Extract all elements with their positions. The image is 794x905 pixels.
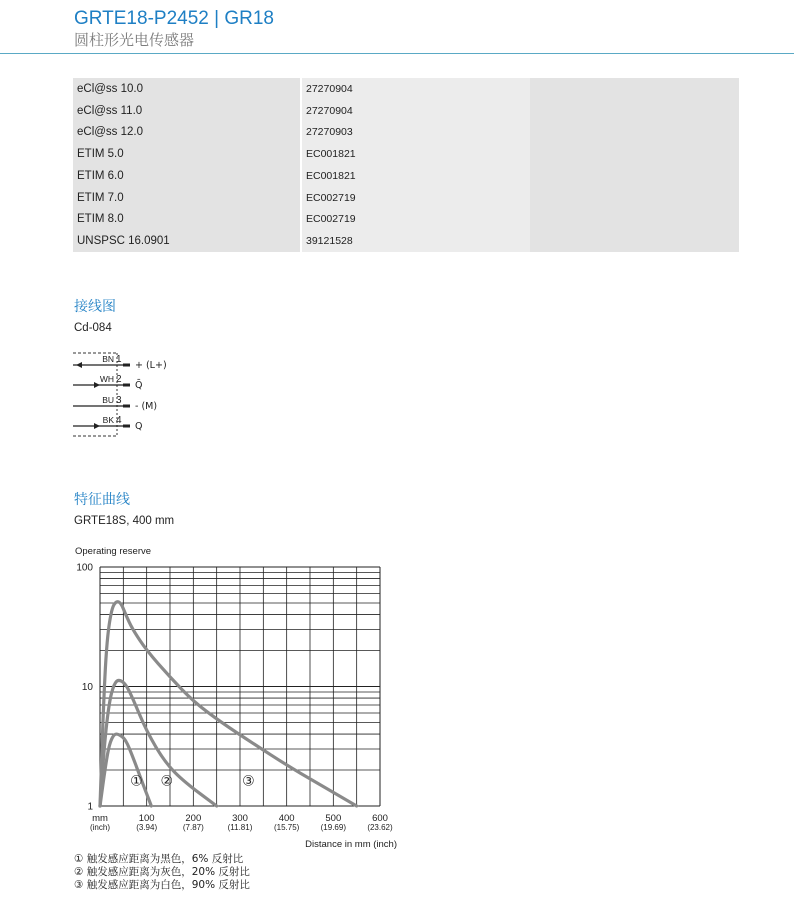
- wiring-title: 接线图: [74, 299, 116, 315]
- x-tick-label: 200: [185, 813, 202, 824]
- legend-item-3: ③ 触发感应距离为白色，90% 反射比: [74, 879, 250, 891]
- characteristic-title: 特征曲线: [74, 492, 130, 508]
- class-blank: [530, 100, 739, 122]
- table-row: [73, 187, 739, 209]
- class-value: 27270904: [301, 100, 530, 122]
- document-header: [74, 8, 274, 50]
- x-tick-label: 100: [138, 813, 155, 824]
- wire-color: BN: [102, 354, 114, 364]
- pin-terminal: [123, 384, 130, 387]
- pin-terminal: [123, 364, 130, 367]
- class-blank: [530, 78, 739, 100]
- class-blank: [530, 230, 739, 252]
- class-blank: [530, 122, 739, 144]
- class-blank: [530, 209, 739, 231]
- table-row: [73, 143, 739, 165]
- class-value: EC001821: [301, 143, 530, 165]
- class-blank: [530, 165, 739, 187]
- table-row: [73, 209, 739, 231]
- series-label: ③: [242, 773, 255, 790]
- table-row: [73, 122, 739, 144]
- x-tick-inch-label: (3.94): [136, 823, 158, 832]
- class-value: EC002719: [301, 187, 530, 209]
- x-tick-label: 300: [232, 813, 248, 824]
- table-row: [73, 165, 739, 187]
- x-tick-inch-label: (inch): [89, 823, 111, 832]
- pin-number: 2: [116, 374, 122, 385]
- class-key: ETIM 8.0: [73, 209, 301, 231]
- characteristic-chart: [60, 540, 420, 852]
- class-key: eCl@ss 11.0: [73, 100, 301, 122]
- y-tick-label: 100: [76, 562, 93, 574]
- wire-color: BU: [102, 395, 114, 405]
- x-tick-inch-label: (11.81): [227, 823, 253, 832]
- wire-arrow-icon: [94, 423, 100, 429]
- page-title: GRTE18-P2452 | GR18: [74, 8, 274, 29]
- pin-label: + (L+): [135, 360, 167, 371]
- wire-color: WH: [99, 374, 114, 384]
- x-tick-inch-label: (15.75): [273, 823, 300, 832]
- class-value: EC002719: [301, 209, 530, 231]
- class-value: 39121528: [301, 230, 530, 252]
- table-row: [73, 100, 739, 122]
- y-tick-label: 1: [87, 801, 93, 813]
- wiring-diagram: [70, 348, 210, 438]
- class-key: ETIM 7.0: [73, 187, 301, 209]
- series-curve-2: [100, 680, 217, 806]
- class-value: 27270904: [301, 78, 530, 100]
- class-key: eCl@ss 10.0: [73, 78, 301, 100]
- class-key: ETIM 6.0: [73, 165, 301, 187]
- series-label: ②: [160, 773, 174, 790]
- x-tick-label: 500: [325, 813, 342, 824]
- pin-label: Q: [135, 421, 143, 432]
- class-key: ETIM 5.0: [73, 143, 301, 165]
- x-tick-inch-label: (7.87): [182, 823, 204, 832]
- legend-item-1: ① 触发感应距离为黑色，6% 反射比: [74, 853, 244, 865]
- wire-arrow-icon: [76, 362, 82, 368]
- class-value: 27270903: [301, 122, 530, 144]
- x-tick-inch-label: (19.69): [320, 823, 347, 832]
- table-row: [73, 78, 739, 100]
- table-row: [73, 230, 739, 252]
- characteristic-subtitle: GRTE18S, 400 mm: [74, 515, 175, 527]
- wire-color: BK: [102, 415, 114, 425]
- x-axis-label: Distance in mm (inch): [305, 839, 397, 850]
- chart-legend: [74, 853, 250, 892]
- series-label: ①: [130, 773, 143, 790]
- x-tick-label: mm: [92, 813, 108, 824]
- pin-number: 4: [116, 415, 122, 426]
- x-tick-inch-label: (23.62): [367, 823, 393, 832]
- pin-label: Q̄: [135, 380, 143, 391]
- wiring-code: Cd-084: [74, 322, 112, 334]
- page-subtitle: 圆柱形光电传感器: [74, 31, 195, 49]
- header-divider: [0, 53, 794, 54]
- class-key: eCl@ss 12.0: [73, 122, 301, 144]
- y-tick-label: 10: [81, 682, 93, 693]
- class-blank: [530, 143, 739, 165]
- x-tick-label: 600: [372, 813, 388, 824]
- pin-number: 1: [116, 354, 122, 365]
- pin-terminal: [123, 405, 130, 408]
- class-key: UNSPSC 16.0901: [73, 230, 301, 252]
- pin-number: 3: [116, 395, 122, 406]
- classification-table: [73, 78, 739, 252]
- class-value: EC001821: [301, 165, 530, 187]
- legend-item-2: ② 触发感应距离为灰色，20% 反射比: [74, 866, 250, 878]
- y-axis-label: Operating reserve: [75, 546, 152, 557]
- class-blank: [530, 187, 739, 209]
- x-tick-label: 400: [278, 813, 295, 824]
- pin-label: - (M): [135, 401, 158, 412]
- pin-terminal: [123, 425, 130, 428]
